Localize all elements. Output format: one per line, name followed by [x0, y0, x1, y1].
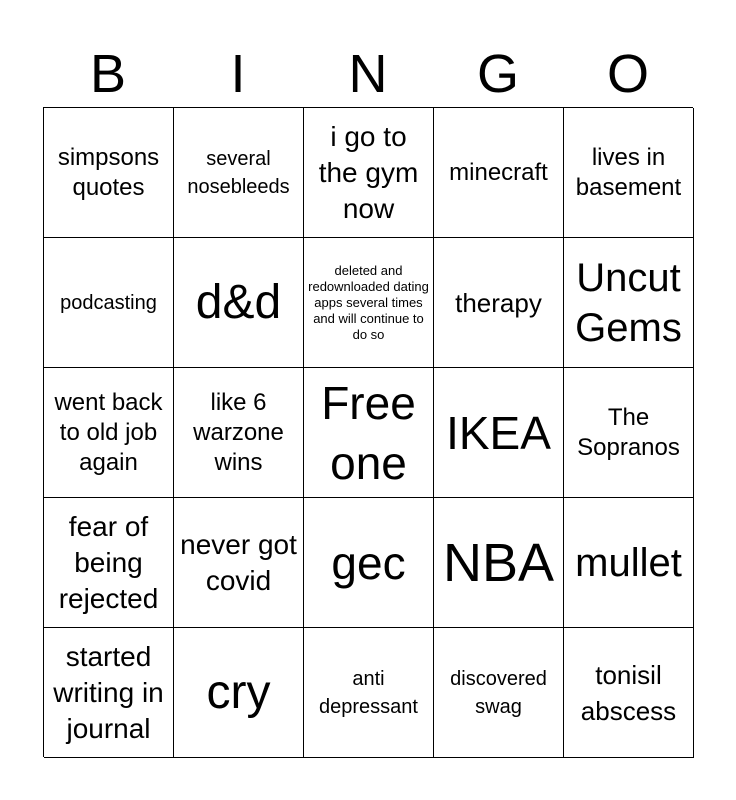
- bingo-cell[interactable]: fear of being rejected: [44, 498, 174, 628]
- header-letter-b: B: [89, 44, 127, 104]
- bingo-cell[interactable]: mullet: [564, 498, 694, 628]
- bingo-cell[interactable]: d&d: [174, 238, 304, 368]
- bingo-cell[interactable]: anti depressant: [304, 628, 434, 758]
- bingo-cell[interactable]: Uncut Gems: [564, 238, 694, 368]
- bingo-cell[interactable]: NBA: [434, 498, 564, 628]
- bingo-cell[interactable]: started writing in journal: [44, 628, 174, 758]
- bingo-cell[interactable]: podcasting: [44, 238, 174, 368]
- bingo-cell[interactable]: lives in basement: [564, 108, 694, 238]
- header-letter-n: N: [348, 44, 388, 104]
- free-space-cell[interactable]: Free one: [304, 368, 434, 498]
- bingo-cell[interactable]: went back to old job again: [44, 368, 174, 498]
- bingo-board: [43, 107, 693, 757]
- bingo-cell[interactable]: i go to the gym now: [304, 108, 434, 238]
- bingo-cell[interactable]: several nosebleeds: [174, 108, 304, 238]
- header-letter-o: O: [606, 44, 649, 104]
- bingo-cell[interactable]: cry: [174, 628, 304, 758]
- header-letter-i: I: [230, 44, 246, 104]
- bingo-cell[interactable]: therapy: [434, 238, 564, 368]
- bingo-cell[interactable]: The Sopranos: [564, 368, 694, 498]
- bingo-cell[interactable]: gec: [304, 498, 434, 628]
- bingo-header: [43, 42, 693, 106]
- bingo-cell[interactable]: simpsons quotes: [44, 108, 174, 238]
- header-letter-g: G: [476, 44, 519, 104]
- bingo-cell[interactable]: discovered swag: [434, 628, 564, 758]
- bingo-cell[interactable]: never got covid: [174, 498, 304, 628]
- bingo-cell[interactable]: like 6 warzone wins: [174, 368, 304, 498]
- bingo-cell[interactable]: IKEA: [434, 368, 564, 498]
- bingo-cell[interactable]: minecraft: [434, 108, 564, 238]
- bingo-cell[interactable]: tonisil abscess: [564, 628, 694, 758]
- bingo-cell[interactable]: deleted and redownloaded dating apps several times and will continue to do so: [304, 238, 434, 368]
